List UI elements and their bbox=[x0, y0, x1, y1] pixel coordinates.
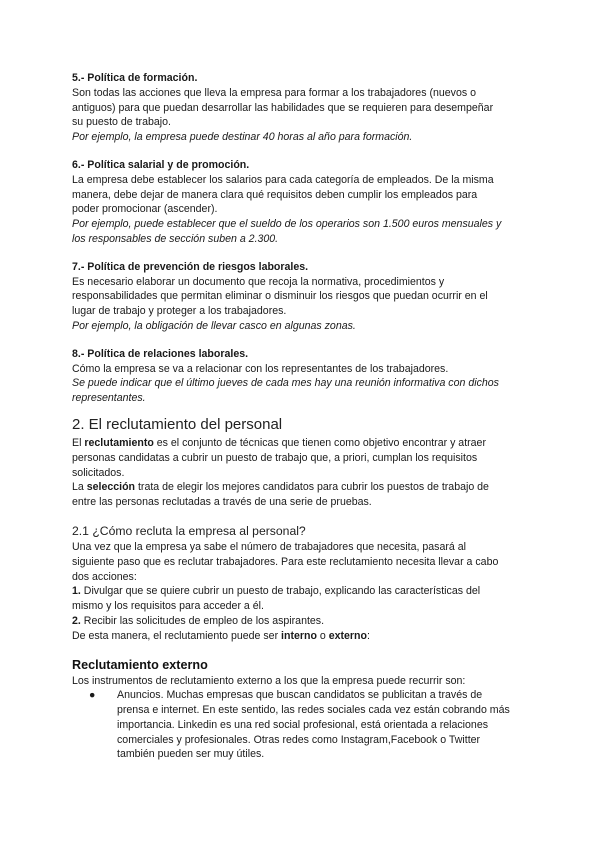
section-6-example: Por ejemplo, puede establecer que el sueldo de los operarios son 1.500 euros mensuales y bbox=[72, 218, 502, 231]
section-6-text-line: poder promocionar (ascender). bbox=[72, 203, 218, 216]
text-span: o bbox=[316, 629, 329, 642]
list-item-line: importancia. Linkedin es una red social profesional, está orientada a relaciones bbox=[117, 718, 489, 731]
section-8-text-line: Cómo la empresa se va a relacionar con los representantes de los trabajadores. bbox=[72, 362, 449, 375]
section-5-title: 5.- Política de formación. bbox=[72, 72, 198, 84]
document-body bbox=[72, 71, 534, 762]
action-number: 2. bbox=[72, 614, 81, 627]
section-reclutamiento-externo bbox=[72, 657, 534, 763]
action-2 bbox=[72, 614, 534, 629]
term-externo: externo bbox=[328, 629, 368, 642]
paragraph-line: dos acciones: bbox=[72, 570, 137, 583]
action-1 bbox=[72, 584, 534, 599]
section-8-example: Se puede indicar que el último jueves de cada mes hay una reunión informativa con dichos bbox=[72, 377, 499, 390]
section-reclutamiento bbox=[72, 415, 534, 510]
section-8-example: representantes. bbox=[72, 392, 146, 405]
action-1-continuation: mismo y los requisitos para acceder a él. bbox=[72, 600, 264, 613]
bullet-icon: ● bbox=[89, 689, 96, 702]
paragraph-line: siguiente paso que es reclutar trabajadores. Para este reclutamiento necesita llevar a cabo bbox=[72, 555, 499, 568]
section-5-text-line: Son todas las acciones que lleva la empresa para formar a los trabajadores (nuevos o bbox=[72, 86, 476, 99]
text-span: Divulgar que se quiere cubrir un puesto de trabajo, explicando las características del bbox=[80, 585, 481, 598]
section-7-example: Por ejemplo, la obligación de llevar casco en algunas zonas. bbox=[72, 319, 356, 332]
text-span: trata de elegir los mejores candidatos para cubrir los puestos de trabajo de bbox=[135, 481, 489, 494]
section-politica-salarial bbox=[72, 158, 534, 247]
action-number: 1. bbox=[72, 585, 81, 598]
section-5-text-line: antiguos) para que puedan desarrollar las habilidades que se requieren para desempeñar bbox=[72, 101, 494, 114]
list-item bbox=[89, 688, 534, 762]
text-span: La bbox=[72, 481, 87, 494]
list-item-line: prensa e internet. En este sentido, las redes sociales cada vez están cobrando más bbox=[117, 704, 510, 717]
definition-seleccion bbox=[72, 480, 534, 495]
section-7-text-line: lugar de trabajo y proteger a los trabajadores. bbox=[72, 305, 287, 318]
heading-reclutamiento: 2. El reclutamiento del personal bbox=[72, 415, 283, 433]
section-prevencion-riesgos bbox=[72, 260, 534, 334]
section-como-recluta bbox=[72, 523, 534, 644]
section-6-text-line: La empresa debe establecer los salarios para cada categoría de empleados. De la misma bbox=[72, 173, 494, 186]
text-span: De esta manera, el reclutamiento puede ser bbox=[72, 629, 282, 642]
section-8-title: 8.- Política de relaciones laborales. bbox=[72, 347, 249, 360]
section-6-title: 6.- Política salarial y de promoción. bbox=[72, 158, 250, 171]
paragraph-line: Los instrumentos de reclutamiento externo a los que la empresa puede recurrir son: bbox=[72, 674, 466, 687]
section-7-title: 7.- Política de prevención de riesgos laborales. bbox=[72, 260, 309, 273]
section-5-text-line: su puesto de trabajo. bbox=[72, 116, 171, 129]
definition-line: solicitados. bbox=[72, 466, 125, 479]
list-item-line: comerciales y profesionales. Otras redes como Instagram,Facebook o Twitter bbox=[117, 733, 481, 746]
text-span: Recibir las solicitudes de empleo de los aspirantes. bbox=[80, 614, 325, 627]
definition-line: entre las personas reclutadas a través de una serie de pruebas. bbox=[72, 496, 372, 509]
section-6-example: los responsables de sección suben a 2.300. bbox=[72, 232, 279, 245]
term-reclutamiento: reclutamiento bbox=[84, 436, 154, 449]
section-7-text-line: responsabilidades que permitan eliminar o disminuir los riesgos que puedan ocurrir en el bbox=[72, 290, 488, 303]
text-span: : bbox=[367, 629, 370, 642]
text-span: El bbox=[72, 436, 85, 449]
definition-line: personas candidatas a cubrir un puesto de trabajo que, a priori, cumplan los requisitos bbox=[72, 451, 478, 464]
list-item-line: también pueden ser muy útiles. bbox=[117, 748, 265, 761]
definition-reclutamiento bbox=[72, 436, 534, 451]
term-interno: interno bbox=[281, 629, 317, 642]
section-6-text-line: manera, debe dejar de manera clara qué requisitos deben cumplir los empleados para bbox=[72, 188, 478, 201]
section-7-text-line: Es necesario elaborar un documento que recoja la normativa, procedimientos y bbox=[72, 275, 445, 288]
list-item-line: Anuncios. Muchas empresas que buscan candidatos se publicitan a través de bbox=[117, 689, 483, 702]
heading-como-recluta: 2.1 ¿Cómo recluta la empresa al personal? bbox=[72, 523, 306, 538]
heading-reclutamiento-externo: Reclutamiento externo bbox=[72, 657, 208, 672]
instruments-list bbox=[72, 688, 534, 762]
term-seleccion: selección bbox=[86, 481, 136, 494]
section-politica-formacion bbox=[72, 71, 534, 145]
text-span: es el conjunto de técnicas que tienen como objetivo encontrar y atraer bbox=[153, 436, 486, 449]
section-5-example: Por ejemplo, la empresa puede destinar 40 horas al año para formación. bbox=[72, 131, 413, 144]
paragraph-line: Una vez que la empresa ya sabe el número de trabajadores que necesita, pasará al bbox=[72, 540, 466, 553]
section-relaciones-laborales bbox=[72, 347, 534, 406]
conclusion-line bbox=[72, 629, 534, 644]
